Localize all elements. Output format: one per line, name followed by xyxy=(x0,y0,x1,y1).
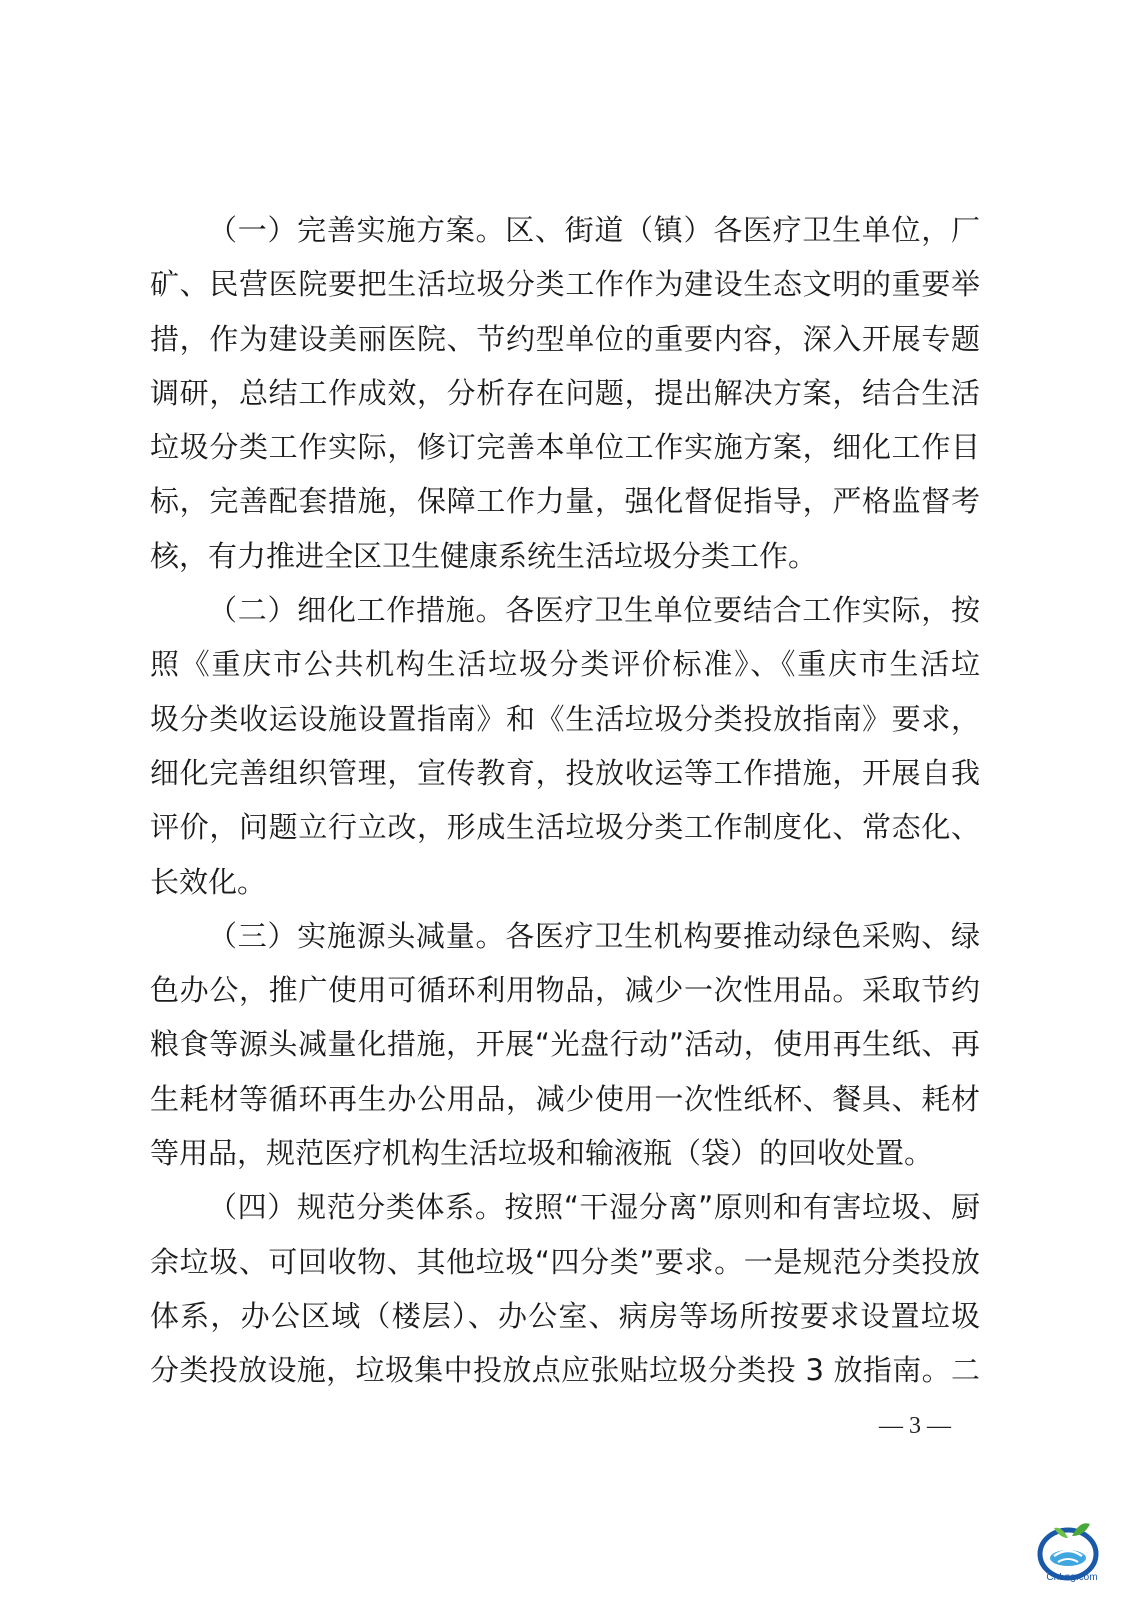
text-line: 垃圾分类工作实际，修订完善本单位工作实施方案，细化工作目 xyxy=(150,430,980,465)
text-line: 粮食等源头减量化措施，开展“光盘行动”活动，使用再生纸、再 xyxy=(150,1027,980,1062)
text-line: 核，有力推进全区卫生健康系统生活垃圾分类工作。 xyxy=(150,538,818,573)
text-line: 圾分类收运设施设置指南》和《生活垃圾分类投放指南》要求， xyxy=(150,701,980,736)
text-line: 矿、民营医院要把生活垃圾分类工作作为建设生态文明的重要举 xyxy=(150,267,980,302)
text-line: （二）细化工作措施。各医疗卫生单位要结合工作实际，按 xyxy=(208,593,980,628)
text-line: 措，作为建设美丽医院、节约型单位的重要内容，深入开展专题 xyxy=(150,321,980,356)
text-line: 等用品，规范医疗机构生活垃圾和输液瓶（袋）的回收处置。 xyxy=(150,1136,934,1171)
text-line: 体系，办公区域（楼层）、办公室、病房等场所按要求设置垃圾 xyxy=(150,1298,980,1333)
page-number: — 3 — xyxy=(879,1413,951,1439)
text-line: 调研，总结工作成效，分析存在问题，提出解决方案，结合生活 xyxy=(150,375,980,410)
text-line: 评价，问题立行立改，形成生活垃圾分类工作制度化、常态化、 xyxy=(150,810,980,845)
text-line: 生耗材等循环再生办公用品，减少使用一次性纸杯、餐具、耗材 xyxy=(150,1081,980,1116)
text-line: （一）完善实施方案。区、街道（镇）各医疗卫生单位，厂 xyxy=(208,213,980,247)
text-line: （三）实施源头减量。各医疗卫生机构要推动绿色采购、绿 xyxy=(208,918,980,953)
text-line: 色办公，推广使用可循环利用物品，减少一次性用品。采取节约 xyxy=(150,973,980,1008)
text-line: 照《重庆市公共机构生活垃圾分类评价标准》、《重庆市生活垃 xyxy=(150,647,980,682)
document-body xyxy=(150,203,980,1398)
text-line: 分类投放设施，垃圾集中投放点应张贴垃圾分类投 3 放指南。二 xyxy=(150,1353,980,1388)
text-line: （四）规范分类体系。按照“干湿分离”原则和有害垃圾、厨 xyxy=(208,1190,980,1225)
text-line: 长效化。 xyxy=(150,864,267,899)
text-line: 细化完善组织管理，宣传教育，投放收运等工作措施，开展自我 xyxy=(150,755,980,790)
site-watermark-text: CnLng.com xyxy=(1046,1572,1098,1583)
text-line: 标，完善配套措施，保障工作力量，强化督促指导，严格监督考 xyxy=(150,484,980,519)
text-line: 余垃圾、可回收物、其他垃圾“四分类”要求。一是规范分类投放 xyxy=(150,1244,980,1279)
